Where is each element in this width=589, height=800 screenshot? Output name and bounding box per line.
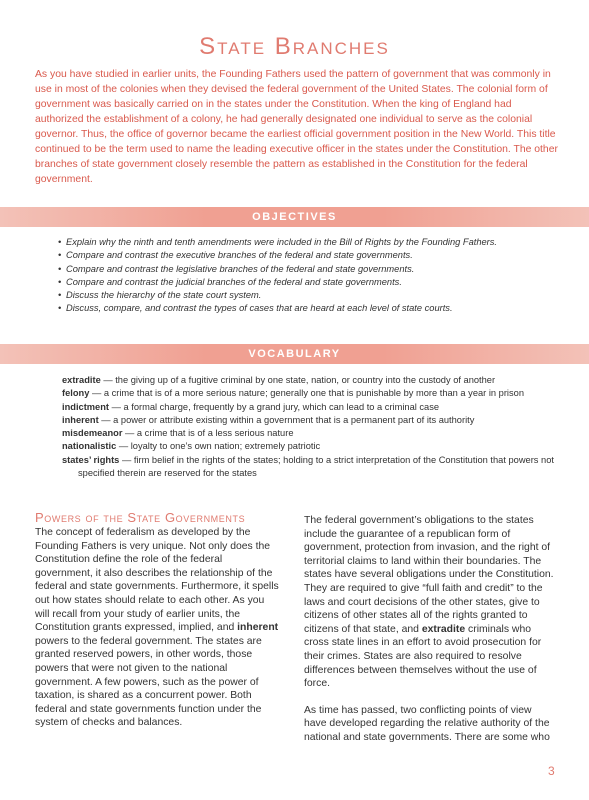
vocab-definition: — a crime that is of a less serious nature <box>122 428 294 439</box>
vocab-term: inherent <box>62 414 99 425</box>
objective-item: • Discuss the hierarchy of the state court system. <box>58 289 558 302</box>
vocab-highlight: extradite <box>421 623 466 635</box>
vocab-entry <box>62 374 562 387</box>
vocab-definition: — a crime that is of a more serious nature; generally one that is punishable by more than a year in prison <box>89 388 524 399</box>
vocab-definition: — the giving up of a fugitive criminal by one state, nation, or country into the custody of another <box>100 375 496 385</box>
paragraph-text: The federal government’s obligations to the states include the guarantee of a republican form of government, protection from invasion, and the right of territorial claims to land within their boundaries. The states have several obligations under the Constitution. They are required to give “full faith and credit” to the laws and court decisions of the other states, give to citizens of other states all of the rights granted to citizens of that state, and <box>304 515 554 635</box>
vocab-definition: — loyalty to one’s own nation; extremely patriotic <box>116 441 321 452</box>
vocab-highlight: inherent <box>237 622 279 634</box>
vocab-definition: — firm belief in the rights of the states; holding to a strict interpretation of the Constitution that powers not specified therein are reserved for the states <box>78 454 554 479</box>
section-heading: Powers of the State Governments <box>35 510 246 525</box>
objective-item: • Compare and contrast the judicial branches of the federal and state governments. <box>58 276 558 289</box>
intro-paragraph: As you have studied in earlier units, the Founding Fathers used the pattern of government that was commonly in use in most of the colonies when they devised the federal government of the United States. The colonial form of government was basically carried on in the states under the Constitution. When the king of England had authorized the establishment of a colony, he had generally designated one individual to serve as the colonial governor. Thus, the office of governor became the earliest official government position in the New World. This title continued to be the term used to name the leading executive officer in the states under the Constitution. The other branches of state government closely resemble the pattern as established in the Constitution for the federal government. <box>35 69 558 185</box>
page-number: 3 <box>548 764 555 778</box>
vocab-entry <box>62 387 562 400</box>
vocab-definition: — a power or attribute existing within a government that is a permanent part of its authority <box>98 414 475 425</box>
vocabulary-list <box>62 374 562 480</box>
objective-item: • Compare and contrast the executive branches of the federal and state governments. <box>58 249 558 262</box>
vocab-term: indictment <box>62 401 110 412</box>
vocabulary-banner <box>0 344 589 364</box>
vocab-definition: — a formal charge, frequently by a grand jury, which can lead to a criminal case <box>109 401 440 412</box>
vocab-term: nationalistic <box>62 441 117 452</box>
objectives-list <box>58 236 558 316</box>
objectives-heading: OBJECTIVES <box>252 211 337 223</box>
vocab-term: states’ rights <box>62 454 120 465</box>
paragraph-text: The concept of federalism as developed by the Founding Fathers is very unique. Not only does the Constitution define the role of the federal government, it also describes the relationship of the federal and state governments. Furthermore, it spells out how states should relate to each other. As you will recall from your study of earlier units, the Constitution grants expressed, implied, and <box>35 527 279 634</box>
objectives-banner <box>0 207 589 227</box>
vocab-entry <box>62 440 562 453</box>
vocab-entry <box>62 427 562 440</box>
objective-item: • Explain why the ninth and tenth amendments were included in the Bill of Rights by the Founding Fathers. <box>58 236 558 249</box>
vocab-term: felony <box>62 388 90 399</box>
vocab-term: misdemeanor <box>62 428 123 439</box>
paragraph-text: criminals who cross state lines in an effort to avoid prosecution for their crimes. States are also required to resolve differences between themselves without the use of force. <box>304 623 542 690</box>
body-paragraph: As time has passed, two conflicting points of view have developed regarding the relative authority of the national and state governments. There are some who <box>304 704 550 743</box>
right-column <box>304 514 556 745</box>
page-title: State Branches <box>199 33 390 60</box>
body-paragraph <box>304 514 556 691</box>
vocab-entry <box>62 414 562 427</box>
vocab-entry <box>62 401 562 414</box>
paragraph-text: powers to the federal government. The states are granted reserved powers, in other words, those powers that were not given to the national government. A few powers, such as the power of taxation, is shared as a concurrent power. Both federal and state governments function under the system of checks and balances. <box>35 635 262 729</box>
left-column <box>35 510 280 730</box>
objective-item: • Compare and contrast the legislative branches of the federal and state governments. <box>58 263 558 276</box>
vocab-term: extradite <box>62 375 101 385</box>
objective-item: • Discuss, compare, and contrast the types of cases that are heard at each level of state courts. <box>58 302 558 315</box>
vocabulary-heading: VOCABULARY <box>248 348 341 360</box>
vocab-entry <box>62 454 562 481</box>
body-paragraph <box>35 526 280 730</box>
